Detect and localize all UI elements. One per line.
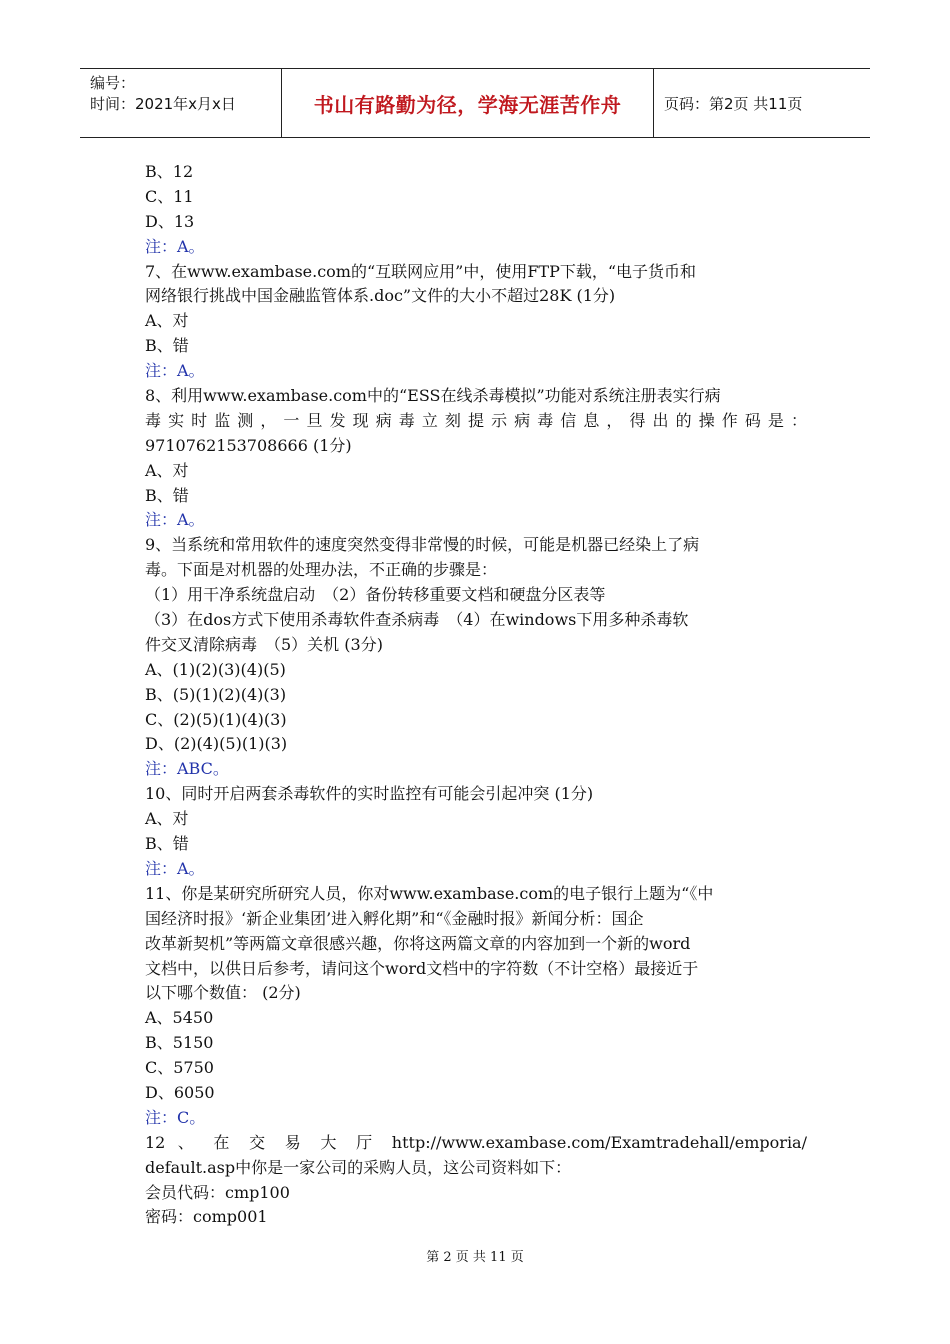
number-label: 编号： (90, 74, 136, 92)
text-line: 11、你是某研究所研究人员，你对www.exambase.com的电子银行上题为“《中 (145, 883, 714, 903)
time-label: 时间：2021年x月x日 (90, 95, 236, 113)
text-line: D、(2)(4)(5)(1)(3) (145, 734, 288, 754)
text-line: 12 、 在 交 易 大 厅 http://www.exambase.com/Examtradehall/emporia/ (145, 1132, 807, 1152)
answer-note: 注：A。 (145, 858, 205, 878)
text-line: B、错 (145, 336, 189, 356)
text-line: 8、利用www.exambase.com中的“ESS在线杀毒模拟”功能对系统注册表实行病 (145, 386, 721, 406)
text-line: 网络银行挑战中国金融监管体系.doc”文件的大小不超过28K (1分) (145, 286, 616, 306)
text-line: 改革新契机”等两篇文章很感兴趣，你将这两篇文章的内容加到一个新的word (145, 933, 691, 953)
text-line: 7、在www.exambase.com的“互联网应用”中，使用FTP下载，“电子货币和 (145, 261, 697, 281)
page-footer: 第 2 页 共 11 页 (426, 1250, 524, 1265)
text-line: A、5450 (145, 1008, 214, 1028)
page-header (80, 68, 870, 138)
text-line: 10、同时开启两套杀毒软件的实时监控有可能会引起冲突 (1分) (145, 784, 594, 804)
text-line: 会员代码：cmp100 (145, 1182, 290, 1202)
text-line: B、错 (145, 834, 189, 854)
text-line: B、(5)(1)(2)(4)(3) (145, 684, 287, 704)
text-line: 密码：comp001 (145, 1207, 268, 1227)
text-line: C、11 (145, 186, 194, 206)
document-body (145, 160, 807, 1230)
text-line: 国经济时报》‘新企业集团’进入孵化期”和“《金融时报》新闻分析：国企 (145, 908, 644, 928)
text-line: D、6050 (145, 1082, 215, 1102)
header-meta (80, 69, 282, 137)
text-line: 9710762153708666 (1分) (145, 435, 352, 455)
header-motto: 书山有路勤为径，学海无涯苦作舟 (282, 69, 654, 137)
text-line: B、错 (145, 485, 189, 505)
text-line: 文档中，以供日后参考，请问这个word文档中的字符数（不计空格）最接近于 (145, 958, 699, 978)
text-line: C、5750 (145, 1058, 214, 1078)
text-line: A、(1)(2)(3)(4)(5) (145, 659, 286, 679)
answer-note: 注：A。 (145, 361, 205, 381)
text-line: 件交叉清除病毒 （5）关机 (3分) (145, 634, 383, 654)
text-line: （3）在dos方式下使用杀毒软件查杀病毒 （4）在windows下用多种杀毒软 (145, 610, 689, 630)
answer-note: 注：ABC。 (145, 759, 229, 779)
answer-note: 注：A。 (145, 236, 205, 256)
text-line: C、(2)(5)(1)(4)(3) (145, 709, 287, 729)
text-line: 9、当系统和常用软件的速度突然变得非常慢的时候，可能是机器已经染上了病 (145, 535, 700, 555)
text-line: A、对 (145, 809, 189, 829)
text-line: 毒实时监测，一旦发现病毒立刻提示病毒信息，得出的操作码是： (145, 410, 807, 430)
text-line: B、12 (145, 162, 194, 181)
header-page-label: 页码：第2页 共11页 (664, 94, 803, 113)
text-line: A、对 (145, 460, 189, 480)
text-line: （1）用干净系统盘启动 （2）备份转移重要文档和硬盘分区表等 (145, 585, 606, 605)
answer-note: 注：A。 (145, 510, 205, 530)
answer-note: 注：C。 (145, 1107, 206, 1127)
text-line: default.asp中你是一家公司的采购人员，这公司资料如下： (145, 1157, 572, 1177)
text-line: D、13 (145, 211, 195, 231)
text-line: 毒。下面是对机器的处理办法，不正确的步骤是： (145, 560, 498, 580)
text-line: 以下哪个数值： (2分) (145, 983, 301, 1003)
text-line: B、5150 (145, 1033, 214, 1053)
text-line: A、对 (145, 311, 189, 331)
